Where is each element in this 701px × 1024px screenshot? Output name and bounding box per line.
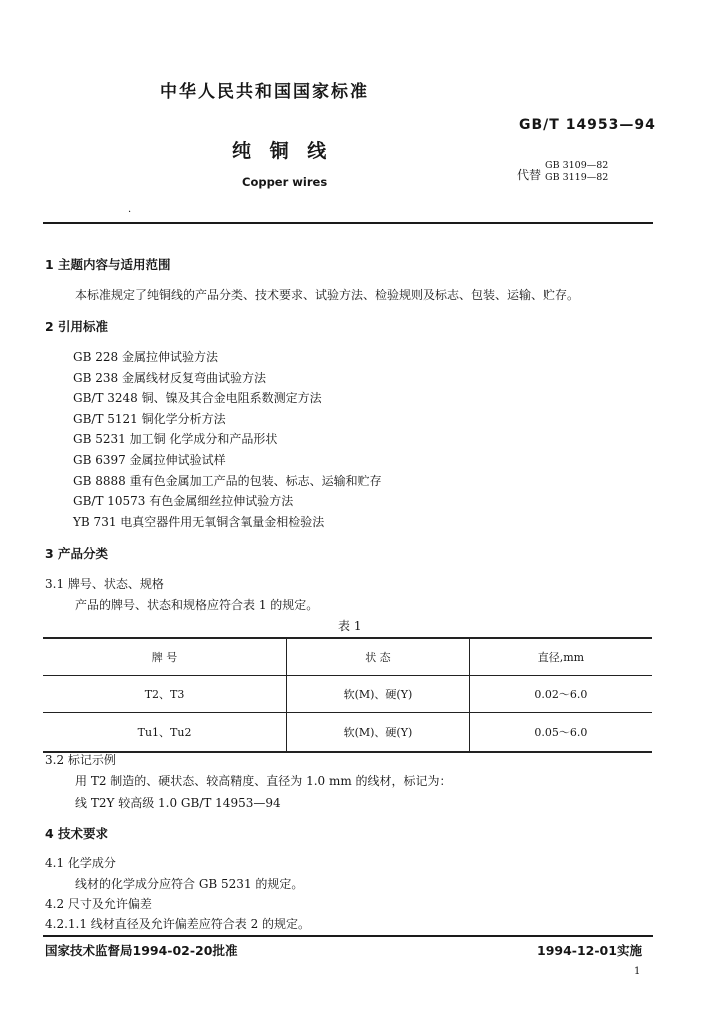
section-4-2-title: 4.2 尺寸及允许偏差 (45, 897, 152, 911)
table-cell: 软(M)、硬(Y) (287, 676, 470, 713)
stray-dot: · (128, 207, 132, 218)
section-3-2-text: 用 T2 制造的、硬状态、较高精度、直径为 1.0 mm 的线材，标记为： (75, 774, 452, 788)
table-header-cell: 牌 号 (43, 638, 287, 676)
table-cell: 软(M)、硬(Y) (287, 713, 470, 753)
page-number: 1 (634, 966, 641, 977)
effective-date: 1994-12-01实施 (537, 943, 642, 958)
table-row (43, 676, 652, 713)
header-divider (43, 222, 653, 224)
marking-example: 线 T2Y 较高级 1.0 GB/T 14953—94 (75, 796, 281, 810)
section-4-2-1-text: 4.2.1.1 线材直径及允许偏差应符合表 2 的规定。 (45, 917, 311, 931)
section-3-title: 3 产品分类 (45, 546, 109, 561)
replaces-label: 代替 (517, 168, 542, 182)
reference-item: GB/T 5121 铜化学分析方法 (73, 411, 226, 426)
table-1-caption: 表 1 (338, 619, 362, 633)
reference-item: GB 238 金属线材反复弯曲试验方法 (73, 370, 266, 385)
standard-org-title: 中华人民共和国国家标准 (160, 82, 369, 102)
reference-item: GB/T 3248 铜、镍及其合金电阻系数测定方法 (73, 391, 322, 406)
table-cell: Tu1、Tu2 (43, 713, 287, 753)
table-header-row (43, 638, 652, 676)
reference-item: YB 731 电真空器件用无氧铜含氧量金相检验法 (73, 514, 325, 529)
reference-item: GB/T 10573 有色金属细丝拉伸试验方法 (73, 494, 294, 509)
table-cell: 0.02～6.0 (469, 676, 652, 713)
section-4-title: 4 技术要求 (45, 826, 109, 841)
table-row (43, 713, 652, 753)
section-4-1-text: 线材的化学成分应符合 GB 5231 的规定。 (75, 877, 304, 891)
table-1 (43, 637, 652, 753)
document-title-en: Copper wires (242, 175, 328, 189)
replaced-standards (545, 160, 608, 184)
replaced-standard-item: GB 3119—82 (545, 172, 609, 183)
replaced-standard-item: GB 3109—82 (545, 160, 609, 171)
table-cell: 0.05～6.0 (469, 713, 652, 753)
reference-item: GB 5231 加工铜 化学成分和产品形状 (73, 432, 278, 447)
section-1-text: 本标准规定了纯铜线的产品分类、技术要求、试验方法、检验规则及标志、包装、运输、贮存。 (75, 288, 580, 302)
section-3-2-title: 3.2 标记示例 (45, 753, 116, 767)
footer-divider (43, 935, 653, 937)
table-cell: T2、T3 (43, 676, 287, 713)
table-header-cell: 状 态 (287, 638, 470, 676)
document-title-cn: 纯 铜 线 (232, 140, 333, 162)
reference-item: GB 228 金属拉伸试验方法 (73, 350, 218, 364)
table-header-cell: 直径,mm (469, 638, 652, 676)
section-2-title: 2 引用标准 (45, 319, 109, 334)
reference-item: GB 6397 金属拉伸试验试样 (73, 452, 226, 467)
section-4-1-title: 4.1 化学成分 (45, 856, 116, 870)
section-1-title: 1 主题内容与适用范围 (45, 257, 171, 272)
standard-number: GB/T 14953—94 (519, 117, 656, 133)
approval-date: 国家技术监督局1994-02-20批准 (45, 943, 238, 958)
reference-list (73, 347, 382, 532)
reference-item: GB 8888 重有色金属加工产品的包装、标志、运输和贮存 (73, 473, 382, 488)
section-3-1-title: 3.1 牌号、状态、规格 (45, 577, 164, 591)
section-3-1-text: 产品的牌号、状态和规格应符合表 1 的规定。 (75, 598, 319, 612)
